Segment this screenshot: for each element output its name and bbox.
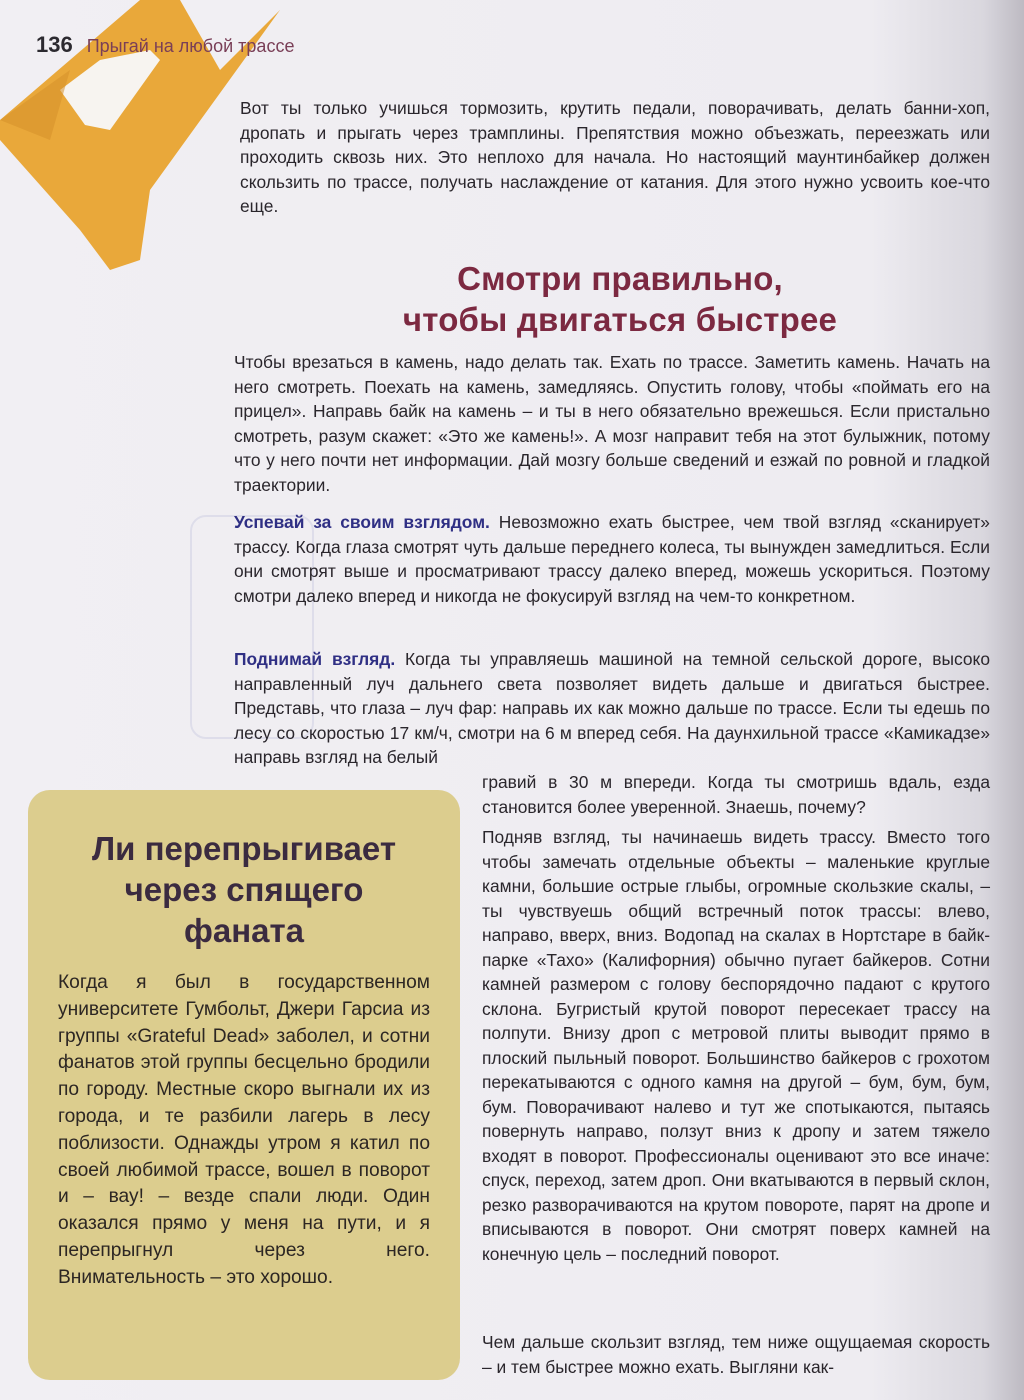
section-heading-line1: Смотри правильно, bbox=[457, 260, 783, 297]
paragraph-3-text: Когда ты управляешь машиной на темной сельской дороге, высоко направленный луч дальнего света позволяет видеть дальше и двигаться быстрее. Представь, что глаза – луч фар: направь их как можно дальше по трассе. Если ты едешь по лесу со скоростью 17 км/ч, смотри на 6 м вперед себя. На даунхильной трассе «Камикадзе» направь взгляд на белый bbox=[234, 649, 990, 767]
sidebar-title-line1: Ли перепрыгивает bbox=[92, 830, 396, 867]
paragraph-2-lead: Успевай за своим взглядом. bbox=[234, 512, 490, 532]
paragraph-4: Подняв взгляд, ты начинаешь видеть трассу. Вместо того чтобы замечать отдельные объекты – маленькие круглые камни, большие острые глыбы, огромные скользкие скалы, – ты чувствуешь общий встречный поток трассы: влево, направо, вверх, вниз. Водопад на скалах в Нортстаре в байк-парке «Тахо» (Калифорния) обычно пугает байкеров. Сотни камней размером с голову беспорядочно падают с крутого склона. Бугристый крутой поворот пересекает трассу на полпути. Внизу дроп с метровой плиты выводит прямо в плоский пыльный поворот. Большинство байкеров с грохотом перекатываются с одного камня на другой – бум, бум, бум, бум. Поворачивают налево и тут же спотыкаются, пытаясь повернуть направо, ползут вниз к дропу и затем тяжело входят в поворот. Профессионалы оценивают это все иначе: спуск, переход, затем дроп. Они вкатываются в первый склон, резко разворачиваются на крутом повороте, парят на дропе и вписываются в поворот. Они смотрят поверх камней на конечную цель – последний поворот. bbox=[482, 827, 990, 1264]
paragraph-2 bbox=[234, 510, 990, 608]
paragraph-2-text: Невозможно ехать быстрее, чем твой взгляд «сканирует» трассу. Когда глаза смотрят чуть дальше переднего колеса, ты вынужден замедлиться. Если они смотрят выше и просматривают трассу далеко вперед, можешь ускориться. Поэтому смотри далеко вперед и никогда не фокусируй взгляд на чем-то конкретном. bbox=[234, 512, 990, 606]
sidebar-title-line3: фаната bbox=[183, 912, 305, 949]
sidebar-body: Когда я был в государственном университете Гумбольт, Джери Гарсиа из группы «Grateful Dead» заболел, и сотни фанатов этой группы бесцельно бродили по городу. Местные скоро выгнали их из города, и те разбили лагерь в лесу поблизости. Однажды утром я катил по своей любимой трассе, вошел в поворот и – вау! – везде спали люди. Один оказался прямо у меня на пути, и я перепрыгнул через него. Внимательность – это хорошо. bbox=[58, 972, 430, 1288]
sidebar-title-line2: через спящего bbox=[124, 871, 364, 908]
paragraph-3-continued: гравий в 30 м впереди. Когда ты смотришь вдаль, езда становится более уверенной. Знаешь, почему? bbox=[482, 772, 990, 817]
section-heading bbox=[360, 258, 880, 340]
page-number: 136 bbox=[36, 32, 73, 57]
page-header bbox=[36, 32, 294, 58]
intro-paragraph: Вот ты только учишься тормозить, крутить педали, поворачивать, делать банни-хоп, дропать и прыгать через трамплины. Препятствия можно объезжать, переезжать или проходить сквозь них. Это неплохо для начала. Но настоящий маунтинбайкер должен скользить по трассе, получать наслаждение от катания. Для этого нужно усвоить кое-что еще. bbox=[240, 98, 990, 216]
paragraph-1: Чтобы врезаться в камень, надо делать так. Ехать по трассе. Заметить камень. Начать на него смотреть. Поехать на камень, замедляясь. Опустить голову, чтобы «поймать его на прицел». Направь байк на камень – и ты в него обязательно врежешься. Если пристально смотреть, разум скажет: «Это же камень!». А мозг направит тебя на этот булыжник, потому что у него почти нет информации. Дай мозгу больше сведений и езжай по ровной и гладкой траектории. bbox=[234, 352, 990, 495]
sidebar-title bbox=[46, 828, 442, 951]
running-title: Прыгай на любой трассе bbox=[86, 36, 295, 56]
paragraph-5: Чем дальше скользит взгляд, тем ниже ощущаемая скорость – и тем быстрее можно ехать. Выгляни как- bbox=[482, 1332, 990, 1377]
section-heading-line2: чтобы двигаться быстрее bbox=[402, 301, 838, 338]
paragraph-3 bbox=[234, 647, 990, 770]
sidebar-box bbox=[28, 790, 460, 1380]
paragraph-3-lead: Поднимай взгляд. bbox=[234, 649, 396, 669]
